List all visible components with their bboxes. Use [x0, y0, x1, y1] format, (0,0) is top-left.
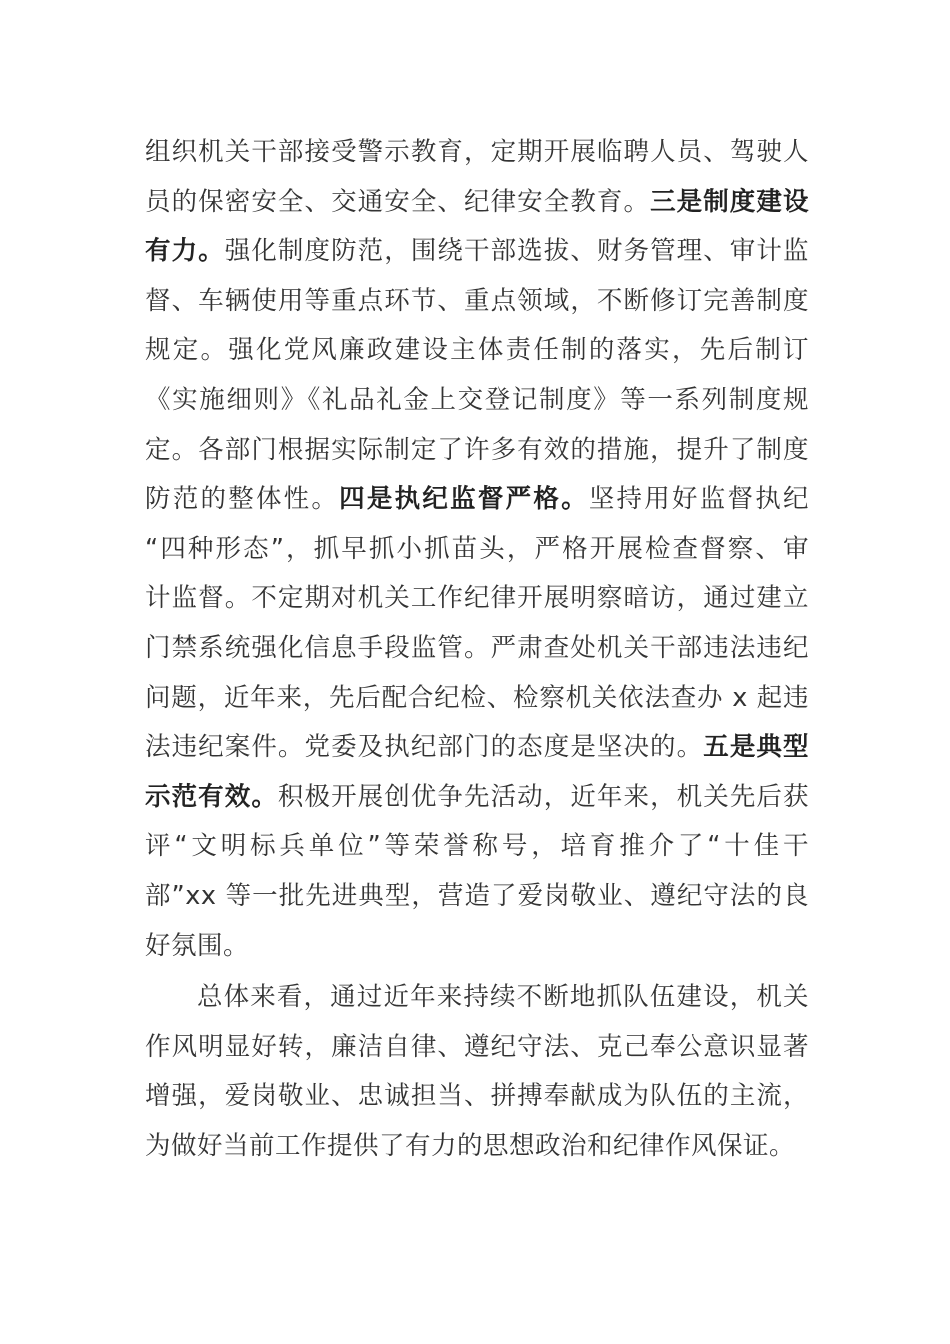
text-line: 防范的整体性。四是执纪监督严格。坚持用好监督执纪 — [145, 484, 809, 515]
heading-three: 三是制度建设 — [650, 186, 809, 217]
heading-three-cont: 有力。 — [145, 236, 225, 267]
text-line: 部”xx 等一批先进典型，营造了爱岗敬业、遵纪守法的良 — [145, 880, 809, 911]
text-line: 规定。强化党风廉政建设主体责任制的落实，先后制订 — [145, 335, 809, 366]
text-line: 评“文明标兵单位”等荣誉称号，培育推介了“十佳干 — [145, 831, 809, 862]
heading-five-cont: 示范有效。 — [145, 781, 278, 812]
text-line: 作风明显好转，廉洁自律、遵纪守法、克己奉公意识显著 — [145, 1031, 809, 1062]
text-line: 问题，近年来，先后配合纪检、检察机关依法查办 x 起违 — [145, 682, 809, 713]
text-line: 总体来看，通过近年来持续不断地抓队伍建设，机关 — [197, 982, 809, 1013]
text-line: 定。各部门根据实际制定了许多有效的措施，提升了制度 — [145, 434, 809, 465]
text-line: 员的保密安全、交通安全、纪律安全教育。三是制度建设 — [145, 186, 809, 217]
text-line: 示范有效。积极开展创优争先活动，近年来，机关先后获 — [145, 781, 809, 812]
heading-four: 四是执纪监督严格。 — [339, 484, 589, 515]
text-line: 好氛围。 — [145, 930, 250, 961]
paragraph-discipline-measures — [145, 128, 809, 971]
text-line: 为做好当前工作提供了有力的思想政治和纪律作风保证。 — [145, 1130, 796, 1161]
text-line: 法违纪案件。党委及执纪部门的态度是坚决的。五是典型 — [145, 732, 809, 763]
text-line: 督、车辆使用等重点环节、重点领域，不断修订完善制度 — [145, 285, 809, 316]
text-line: 组织机关干部接受警示教育，定期开展临聘人员、驾驶人 — [145, 137, 809, 167]
text-line: 增强，爱岗敬业、忠诚担当、拼搏奉献成为队伍的主流， — [145, 1081, 809, 1112]
text-line: 有力。强化制度防范，围绕干部选拔、财务管理、审计监 — [145, 236, 809, 267]
text-line: 门禁系统强化信息手段监管。严肃查处机关干部违法违纪 — [145, 632, 809, 663]
text-line: 计监督。不定期对机关工作纪律开展明察暗访，通过建立 — [145, 583, 809, 614]
paragraph-summary — [145, 973, 809, 1171]
text-line: “四种形态”，抓早抓小抓苗头，严格开展检查督察、审 — [145, 533, 809, 564]
document-body — [145, 128, 809, 1171]
heading-five: 五是典型 — [703, 732, 809, 763]
text-line: 《实施细则》《礼品礼金上交登记制度》等一系列制度规 — [145, 384, 809, 415]
